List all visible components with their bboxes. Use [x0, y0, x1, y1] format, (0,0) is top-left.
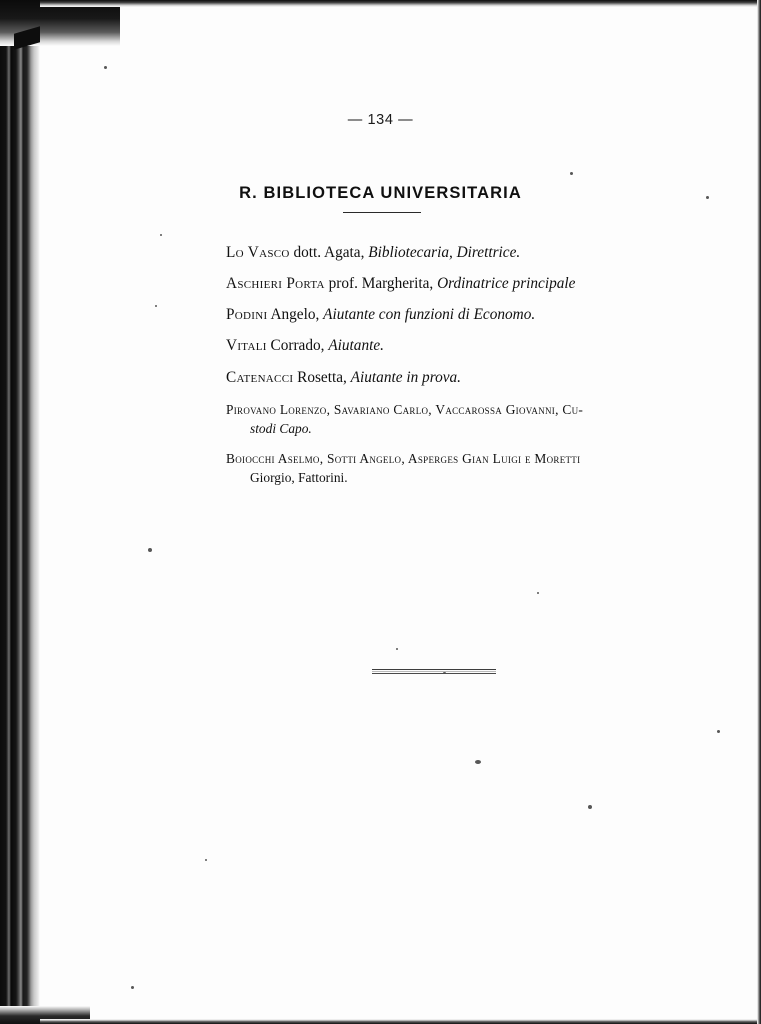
- page-title: R. BIBLIOTECA UNIVERSITARIA: [239, 184, 522, 202]
- entry-role: stodi Capo.: [250, 420, 312, 436]
- entry-names: Pirovano Lorenzo, Savariano Carlo, Vaccarossa Giovanni, Cu-: [226, 401, 584, 417]
- entry-surname: Lo Vasco: [226, 244, 290, 261]
- entry-role: Bibliotecaria, Direttrice.: [368, 244, 521, 261]
- entry-names: Boiocchi Aselmo, Sotti Angelo, Asperges Gian Luigi e Moretti: [226, 450, 581, 466]
- list-item: Vitali Corrado, Aiutante.: [226, 337, 384, 355]
- page-number: — 134 —: [347, 112, 414, 128]
- entry-given: Rosetta: [297, 368, 344, 386]
- entry-role: Aiutante con funzioni di Economo.: [323, 306, 536, 324]
- title-divider: [343, 212, 421, 213]
- staff-list: [226, 244, 664, 498]
- entry-given: Corrado: [270, 337, 321, 355]
- entry-role: Giorgio, Fattorini.: [250, 469, 348, 485]
- list-item: [226, 400, 664, 438]
- list-item: Lo Vasco dott. Agata, Bibliotecaria, Direttrice.: [226, 244, 521, 261]
- list-item: [226, 449, 664, 487]
- list-item: Aschieri Porta prof. Margherita, Ordinatrice principale: [226, 275, 576, 293]
- entry-surname: Catenacci: [226, 368, 294, 386]
- entry-surname: Vitali: [226, 337, 267, 355]
- entry-surname: Aschieri Porta: [226, 275, 325, 293]
- entry-given: dott. Agata: [293, 244, 361, 261]
- section-divider-shadow: [372, 671, 496, 672]
- list-item: Catenacci Rosetta, Aiutante in prova.: [226, 368, 461, 386]
- entry-surname: Podini: [226, 306, 268, 324]
- entry-given: prof. Margherita: [328, 275, 430, 293]
- entry-role: Ordinatrice principale: [437, 275, 576, 293]
- entry-role: Aiutante in prova.: [350, 368, 461, 386]
- entry-given: Angelo: [270, 306, 316, 324]
- entry-role: Aiutante.: [328, 337, 384, 355]
- list-item: Podini Angelo, Aiutante con funzioni di Economo.: [226, 306, 536, 324]
